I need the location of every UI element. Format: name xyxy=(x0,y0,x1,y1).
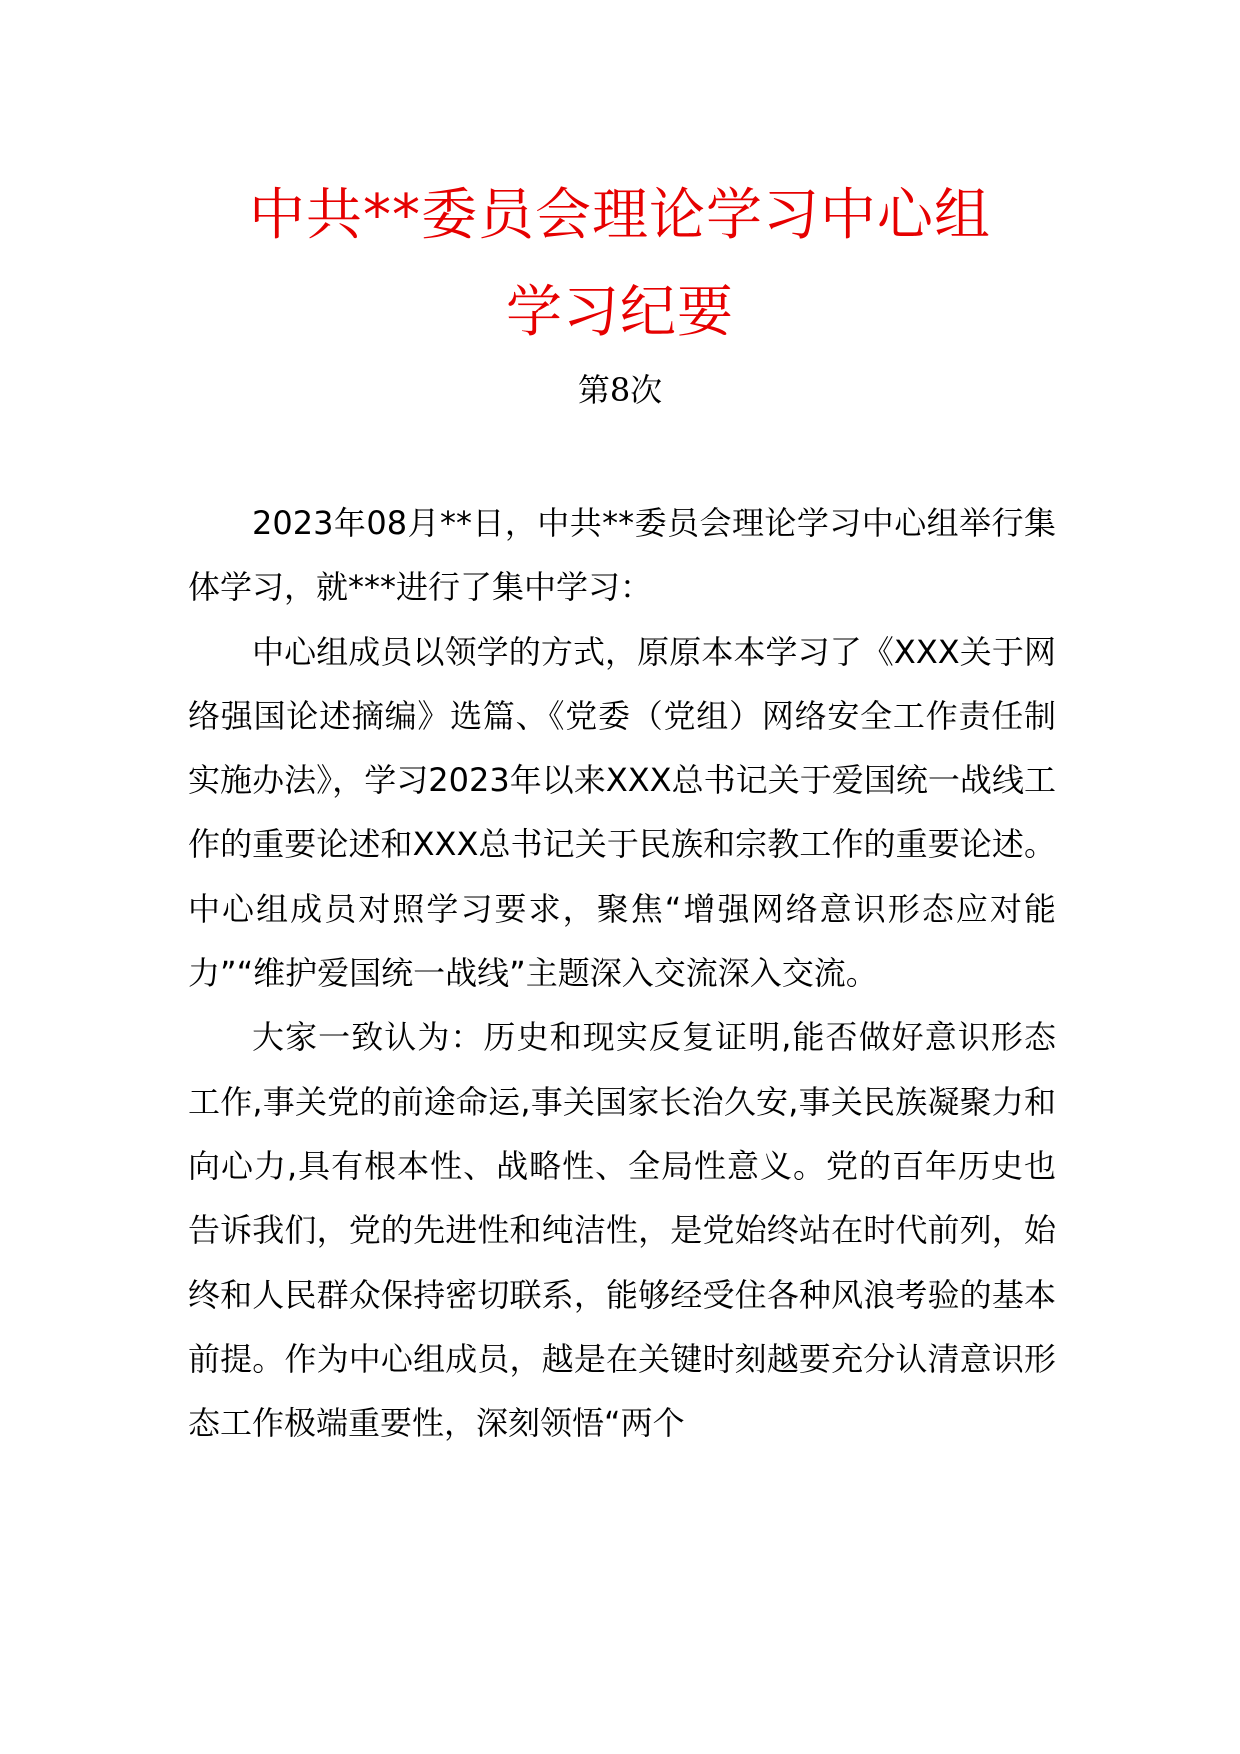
document-title-line-1: 中共**委员会理论学习中心组 xyxy=(249,183,991,248)
document-body xyxy=(188,491,1056,1455)
body-paragraph-2: 中心组成员以领学的方式，原原本本学习了《XXX关于网络强国论述摘编》选篇、《党委（党组）网络安全工作责任制实施办法》，学习2023年以来XXX总书记关于爱国统一战线工作的重要论述和XXX总书记关于民族和宗教工作的重要论述。中心组成员对照学习要求，聚焦“增强网络意识形态应对能力”“维护爱国统一战线”主题深入交流深入交流。 xyxy=(188,632,1056,993)
document-title-line-2: 学习纪要 xyxy=(506,280,734,345)
document-subtitle: 第8次 xyxy=(577,371,663,409)
body-paragraph-3: 大家一致认为：历史和现实反复证明,能否做好意识形态工作,事关党的前途命运,事关国家长治久安,事关民族凝聚力和向心力,具有根本性、战略性、全局性意义。党的百年历史也告诉我们，党的先进性和纯洁性，是党始终站在时代前列，始终和人民群众保持密切联系，能够经受住各种风浪考验的基本前提。作为中心组成员，越是在关键时刻越要充分认清意识形态工作极端重要性，深刻领悟“两个 xyxy=(188,1018,1056,1443)
body-paragraph-1: 2023年08月**日，中共**委员会理论学习中心组举行集体学习，就***进行了集中学习： xyxy=(188,504,1056,607)
